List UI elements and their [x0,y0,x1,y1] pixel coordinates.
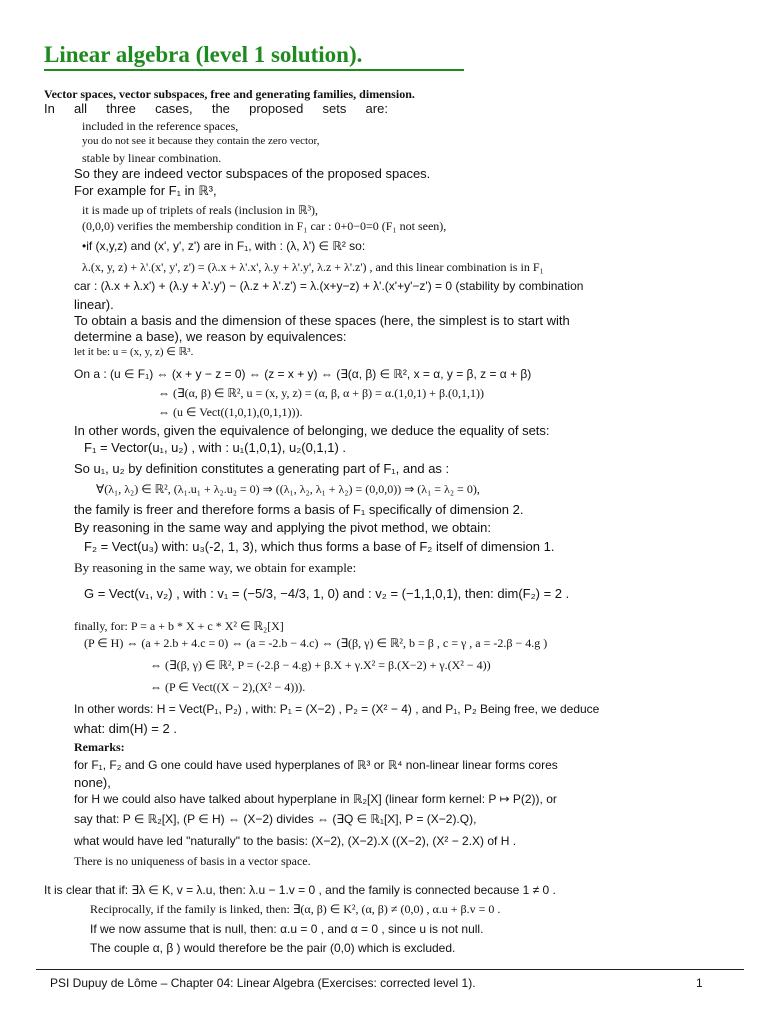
text-line: the family is freer and therefore forms a basis of F₁ specifically of dimension 2. [74,502,524,517]
section-heading: Vector spaces, vector subspaces, free and generating families, dimension. [44,87,415,101]
text-line: it is made up of triplets of reals (inclusion in ℝ³), [82,203,319,217]
equation-line: finally, for: P = a + b * X + c * X² ∈ ℝ₂[X] [74,619,284,633]
text-line: So u₁, u₂ by definition constitutes a generating part of F₁, and as : [74,461,450,476]
text-line: In other words: H = Vect(P₁, P₂) , with: P₁ = (X−2) , P₂ = (X² − 4) , and P₁, P₂ Being free, we deduce [74,702,600,716]
text-line: By reasoning in the same way, we obtain for example: [74,560,357,575]
text-line: let it be: u = (x, y, z) ∈ ℝ³. [74,346,194,358]
text-line: stable by linear combination. [82,151,222,165]
text-line: for H we could also have talked about hyperplane in ℝ₂[X] (linear form kernel: P ↦ P(2)), or [74,792,557,806]
text-line: For example for F₁ in ℝ³, [74,183,217,198]
title-underline [44,69,464,71]
text-line: what would have led "naturally" to the basis: (X−2), (X−2).X ((X−2), (X² − 2.X) of H . [74,834,517,848]
word: sets [322,101,347,116]
text-line: what: dim(H) = 2 . [74,721,177,736]
text-line: none), [74,775,111,790]
text-line: It is clear that if: ∃λ ∈ K, v = λ.u, then: λ.u − 1.v = 0 , and the family is connected because 1 ≠ 0 . [44,883,556,897]
footer-divider [36,969,744,970]
word: the [211,101,230,116]
remarks-heading: Remarks: [74,740,125,754]
equation-line: ⇔ (u ∈ Vect((1,0,1),(0,1,1))). [158,405,303,419]
text-line: There is no uniqueness of basis in a vector space. [74,854,311,868]
text-line: The couple α, β ) would therefore be the pair (0,0) which is excluded. [90,941,456,955]
word: In [44,101,55,116]
text-line: Reciprocally, if the family is linked, then: ∃(α, β) ∈ K², (α, β) ≠ (0,0) , α.u + β.v = 0 . [90,902,501,916]
text-line: •if (x,y,z) and (x', y', z') are in F₁, with : (λ, λ') ∈ ℝ² so: [82,239,366,253]
word: three [106,101,136,116]
text-line: By reasoning in the same way and applying the pivot method, we obtain: [74,520,491,535]
equation-line: F₁ = Vector(u₁, u₂) , with : u₁(1,0,1), u₂(0,1,1) . [84,440,347,455]
equation-line: (P ∈ H) ⇔ (a + 2.b + 4.c = 0) ⇔ (a = -2.b − 4.c) ⇔ (∃(β, γ) ∈ ℝ², b = β , c = γ , a = -2.β − 4.g ) [84,636,548,650]
text-line: (0,0,0) verifies the membership condition in F₁ car : 0+0−0=0 (F₁ not seen), [82,219,447,233]
equation-line: λ.(x, y, z) + λ'.(x', y', z') = (λ.x + λ'.x', λ.y + λ'.y', λ.z + λ'.z') , and this linear combination is in F₁ [82,260,544,274]
text-line: To obtain a basis and the dimension of these spaces (here, the simplest is to start with [74,313,570,328]
equation-line: ∀(λ₁, λ₂) ∈ ℝ², (λ₁.u₁ + λ₂.u₂ = 0) ⇒ ((λ₁, λ₂, λ₁ + λ₂) = (0,0,0)) ⇒ (λ₁ = λ₂ = 0), [96,482,480,496]
equation-line: ⇔ (∃(α, β) ∈ ℝ², u = (x, y, z) = (α, β, α + β) = α.(1,0,1) + β.(0,1,1)) [158,386,485,400]
equation-line: On a : (u ∈ F₁) ⇔ (x + y − z = 0) ⇔ (z = x + y) ⇔ (∃(α, β) ∈ ℝ², x = α, y = β, z = α + β) [74,367,532,381]
page-footer: PSI Dupuy de Lôme – Chapter 04: Linear Algebra (Exercises: corrected level 1). [50,976,476,990]
equation-line: ⇔ (∃(β, γ) ∈ ℝ², P = (-2.β − 4.g) + β.X + γ.X² = β.(X−2) + γ.(X² − 4)) [150,658,491,672]
text-line: for F₁, F₂ and G one could have used hyperplanes of ℝ³ or ℝ⁴ non-linear linear forms cores [74,758,558,772]
text-line: So they are indeed vector subspaces of the proposed spaces. [74,166,431,181]
word: all [74,101,88,116]
text-line: linear). [74,297,114,312]
page-title: Linear algebra (level 1 solution). [44,42,363,67]
text-line: you do not see it because they contain the zero vector, [82,135,320,147]
text-line: If we now assume that is null, then: α.u = 0 , and α = 0 , since u is not null. [90,922,484,936]
text-line [44,102,388,115]
word: are: [365,101,388,116]
word: proposed [249,101,304,116]
text-line: included in the reference spaces, [82,119,239,133]
text-line: F₂ = Vect(u₃) with: u₃(-2, 1, 3), which thus forms a base of F₂ itself of dimension 1. [84,539,555,554]
equation-line: car : (λ.x + λ.x') + (λ.y + λ'.y') − (λ.z + λ'.z') = λ.(x+y−z) + λ'.(x'+y'−z') = 0 (stability by combination [74,279,584,293]
word: cases, [155,101,193,116]
page-number: 1 [696,976,703,990]
text-line: determine a base), we reason by equivalences: [74,329,347,344]
equation-line: say that: P ∈ ℝ₂[X], (P ∈ H) ⇔ (X−2) divides ⇔ (∃Q ∈ ℝ₁[X], P = (X−2).Q), [74,812,477,826]
equation-line: ⇔ (P ∈ Vect((X − 2),(X² − 4))). [150,680,306,694]
text-line: In other words, given the equivalence of belonging, we deduce the equality of sets: [74,423,550,438]
equation-line: G = Vect(v₁, v₂) , with : v₁ = (−5/3, −4/3, 1, 0) and : v₂ = (−1,1,0,1), then: dim(F₂) = 2 . [84,586,570,601]
